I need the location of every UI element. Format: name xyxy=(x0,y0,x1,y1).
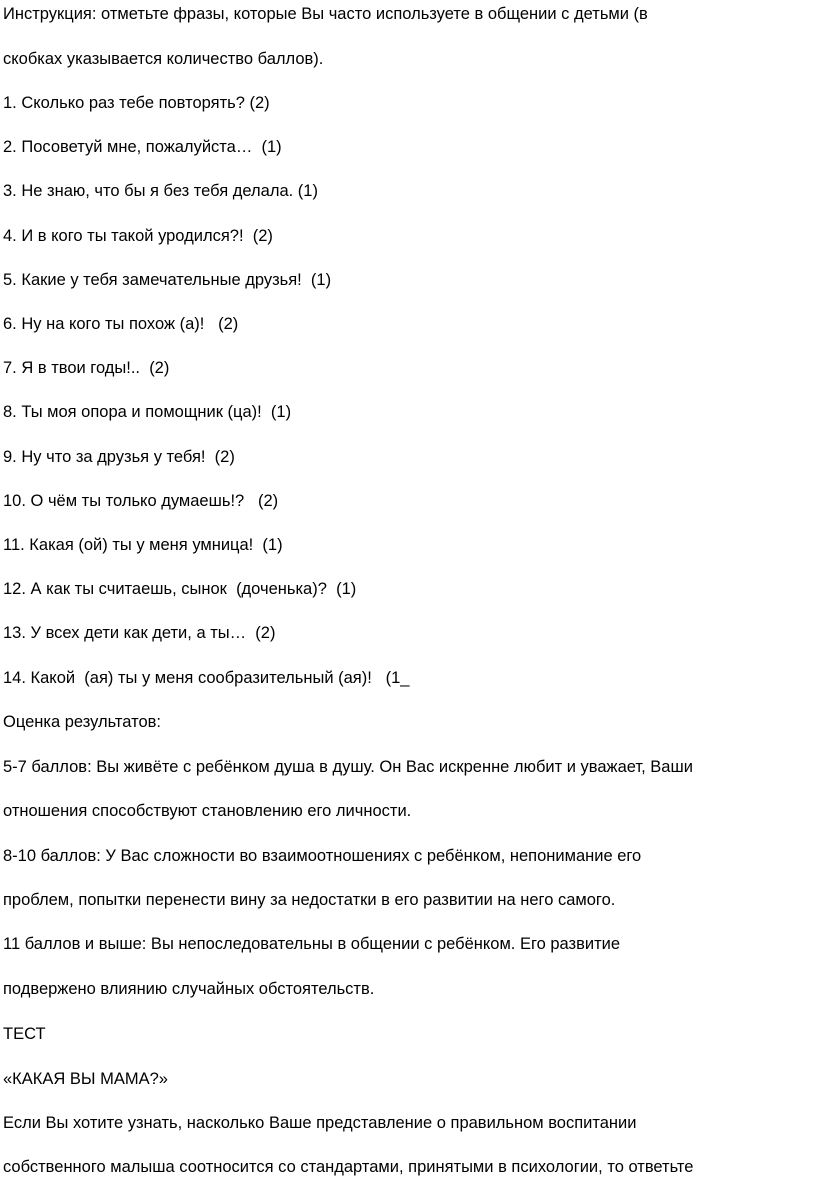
list-item: 4. И в кого ты такой уродился?! (2) xyxy=(3,227,273,245)
instruction-line-2: скобках указывается количество баллов). xyxy=(3,50,324,68)
list-item: 5. Какие у тебя замечательные друзья! (1) xyxy=(3,271,332,289)
test-intro-line-2: собственного малыша соотносится со стандартами, принятыми в психологии, то ответьте xyxy=(3,1158,694,1176)
list-item: 1. Сколько раз тебе повторять? (2) xyxy=(3,94,270,112)
list-item: 10. О чём ты только думаешь!? (2) xyxy=(3,492,279,510)
list-item: 3. Не знаю, что бы я без тебя делала. (1) xyxy=(3,182,318,200)
test-title: «КАКАЯ ВЫ МАМА?» xyxy=(3,1070,168,1088)
list-item: 12. А как ты считаешь, сынок (доченька)? (1) xyxy=(3,580,357,598)
result-8-10-line-2: проблем, попытки перенести вину за недостатки в его развитии на него самого. xyxy=(3,891,616,909)
result-5-7-line-2: отношения способствуют становлению его личности. xyxy=(3,802,412,820)
instruction-line-1: Инструкция: отметьте фразы, которые Вы часто используете в общении с детьми (в xyxy=(3,5,648,23)
list-item: 7. Я в твои годы!.. (2) xyxy=(3,359,170,377)
list-item: 11. Какая (ой) ты у меня умница! (1) xyxy=(3,536,283,554)
result-8-10-line-1: 8-10 баллов: У Вас сложности во взаимоотношениях с ребёнком, непонимание его xyxy=(3,847,642,865)
test-label: ТЕСТ xyxy=(3,1025,46,1043)
list-item: 2. Посоветуй мне, пожалуйста… (1) xyxy=(3,138,282,156)
list-item: 9. Ну что за друзья у тебя! (2) xyxy=(3,448,235,466)
result-5-7-line-1: 5-7 баллов: Вы живёте с ребёнком душа в душу. Он Вас искренне любит и уважает, Ваши xyxy=(3,758,693,776)
list-item: 13. У всех дети как дети, а ты… (2) xyxy=(3,624,276,642)
list-item: 14. Какой (ая) ты у меня сообразительный (ая)! (1_ xyxy=(3,669,410,687)
test-intro-line-1: Если Вы хотите узнать, насколько Ваше представление о правильном воспитании xyxy=(3,1114,637,1132)
result-11-plus-line-1: 11 баллов и выше: Вы непоследовательны в общении с ребёнком. Его развитие xyxy=(3,935,621,953)
list-item: 6. Ну на кого ты похож (а)! (2) xyxy=(3,315,239,333)
results-heading: Оценка результатов: xyxy=(3,713,162,731)
result-11-plus-line-2: подвержено влиянию случайных обстоятельств. xyxy=(3,980,375,998)
list-item: 8. Ты моя опора и помощник (ца)! (1) xyxy=(3,403,292,421)
